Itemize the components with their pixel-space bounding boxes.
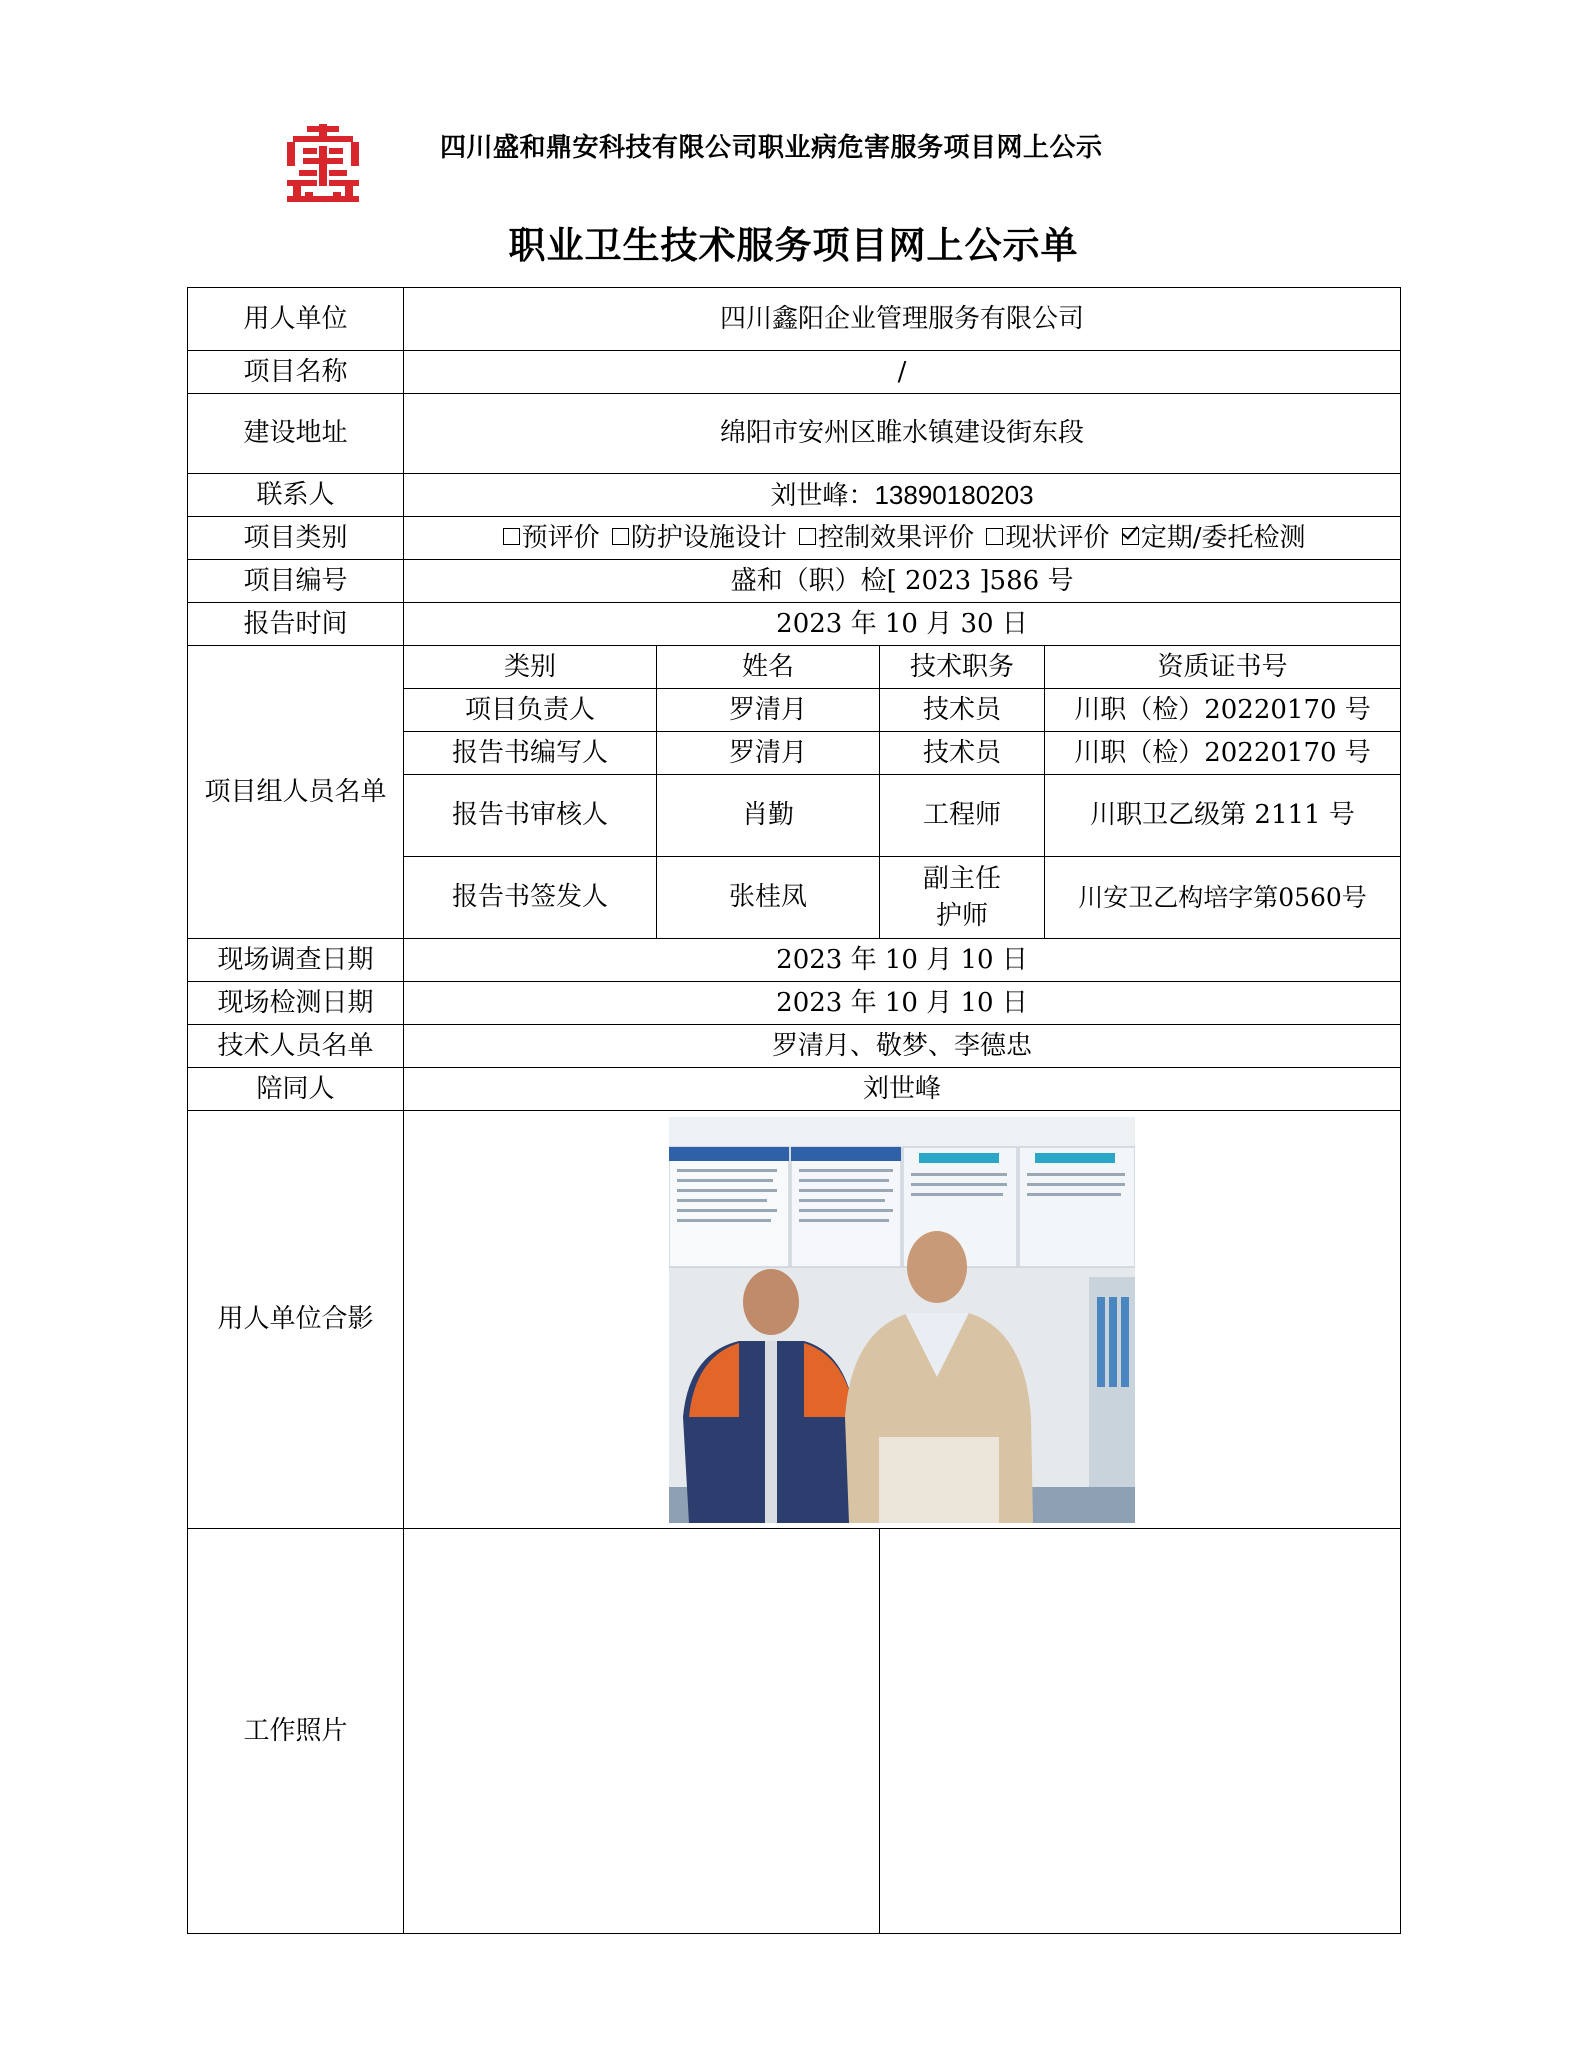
project-name-label: 项目名称: [188, 351, 404, 394]
survey-date-label: 现场调查日期: [188, 939, 404, 982]
address-value: 绵阳市安州区睢水镇建设街东段: [404, 394, 1401, 474]
team-cert: 川职卫乙级第 2111 号: [1045, 775, 1401, 857]
contact-label: 联系人: [188, 474, 404, 517]
team-name: 罗清月: [657, 732, 880, 775]
escort-label: 陪同人: [188, 1068, 404, 1111]
group-photo-label: 用人单位合影: [188, 1111, 404, 1529]
team-role: 报告书审核人: [404, 775, 657, 857]
category-label: 项目类别: [188, 517, 404, 560]
team-label: [188, 646, 404, 939]
row-project-no: [188, 560, 1401, 603]
test-date-value: 2023 年 10 月 10 日: [404, 982, 1401, 1025]
contact-value: 刘世峰：13890180203: [404, 474, 1401, 517]
test-date-label: 现场检测日期: [188, 982, 404, 1025]
row-tech-staff: [188, 1025, 1401, 1068]
employer-value: 四川鑫阳企业管理服务有限公司: [404, 288, 1401, 351]
address-label: 建设地址: [188, 394, 404, 474]
checkbox-protection-design[interactable]: [612, 528, 629, 545]
category-option-label: 现状评价: [1005, 522, 1110, 553]
row-project-name: [188, 351, 1401, 394]
work-photo-slot-right: [880, 1529, 1401, 1934]
company-logo: [283, 124, 363, 204]
team-name: 肖勤: [657, 775, 880, 857]
team-title: 工程师: [880, 775, 1045, 857]
category-option-label: 定期/委托检测: [1140, 522, 1306, 553]
disclosure-form-table: [187, 287, 1401, 1934]
team-cert: 川安卫乙构培字第0560号: [1045, 857, 1401, 939]
team-header-cell: 资质证书号: [1045, 646, 1401, 689]
team-cert: 川职（检）20220170 号: [1045, 689, 1401, 732]
checkbox-status-evaluation[interactable]: [986, 528, 1003, 545]
team-name: 张桂凤: [657, 857, 880, 939]
escort-value: 刘世峰: [404, 1068, 1401, 1111]
team-name: 罗清月: [657, 689, 880, 732]
project-no-label: 项目编号: [188, 560, 404, 603]
team-role: 报告书编写人: [404, 732, 657, 775]
row-escort: [188, 1068, 1401, 1111]
work-photo-label: 工作照片: [188, 1529, 404, 1934]
team-title: 副主任护师: [880, 857, 1045, 939]
form-title: 职业卫生技术服务项目网上公示单: [508, 224, 1079, 267]
team-header-row: [188, 646, 1401, 689]
team-header-cell: 类别: [404, 646, 657, 689]
team-title: 技术员: [880, 689, 1045, 732]
checkbox-control-effect[interactable]: [799, 528, 816, 545]
row-report-time: [188, 603, 1401, 646]
report-time-value: 2023 年 10 月 30 日: [404, 603, 1401, 646]
group-photo-cell: [404, 1111, 1401, 1529]
row-survey-date: [188, 939, 1401, 982]
row-address: [188, 394, 1401, 474]
row-test-date: [188, 982, 1401, 1025]
category-option-label: 防护设施设计: [630, 522, 787, 553]
category-option-label: 预评价: [521, 522, 600, 553]
row-category: [188, 517, 1401, 560]
team-label-text: 项目组人员名单: [204, 776, 387, 807]
company-header: 四川盛和鼎安科技有限公司职业病危害服务项目网上公示: [440, 133, 1103, 163]
project-name-value: /: [404, 351, 1401, 394]
team-role: 项目负责人: [404, 689, 657, 732]
row-contact: [188, 474, 1401, 517]
team-header-cell: 技术职务: [880, 646, 1045, 689]
employer-label: 用人单位: [188, 288, 404, 351]
tech-staff-value: 罗清月、敬梦、李德忠: [404, 1025, 1401, 1068]
team-role: 报告书签发人: [404, 857, 657, 939]
category-option-label: 控制效果评价: [818, 522, 975, 553]
row-group-photo: [188, 1111, 1401, 1529]
survey-date-value: 2023 年 10 月 10 日: [404, 939, 1401, 982]
row-work-photo: [188, 1529, 1401, 1934]
tech-staff-label: 技术人员名单: [188, 1025, 404, 1068]
project-no-value: 盛和（职）检[ 2023 ]586 号: [404, 560, 1401, 603]
work-photo-slot-left: [404, 1529, 880, 1934]
team-title: 技术员: [880, 732, 1045, 775]
checkbox-periodic-testing[interactable]: [1122, 528, 1139, 545]
checkbox-pre-evaluation[interactable]: [503, 528, 520, 545]
row-employer: [188, 288, 1401, 351]
report-time-label: 报告时间: [188, 603, 404, 646]
category-options: [404, 517, 1401, 560]
group-photo: [669, 1117, 1135, 1523]
team-header-cell: 姓名: [657, 646, 880, 689]
team-cert: 川职（检）20220170 号: [1045, 732, 1401, 775]
